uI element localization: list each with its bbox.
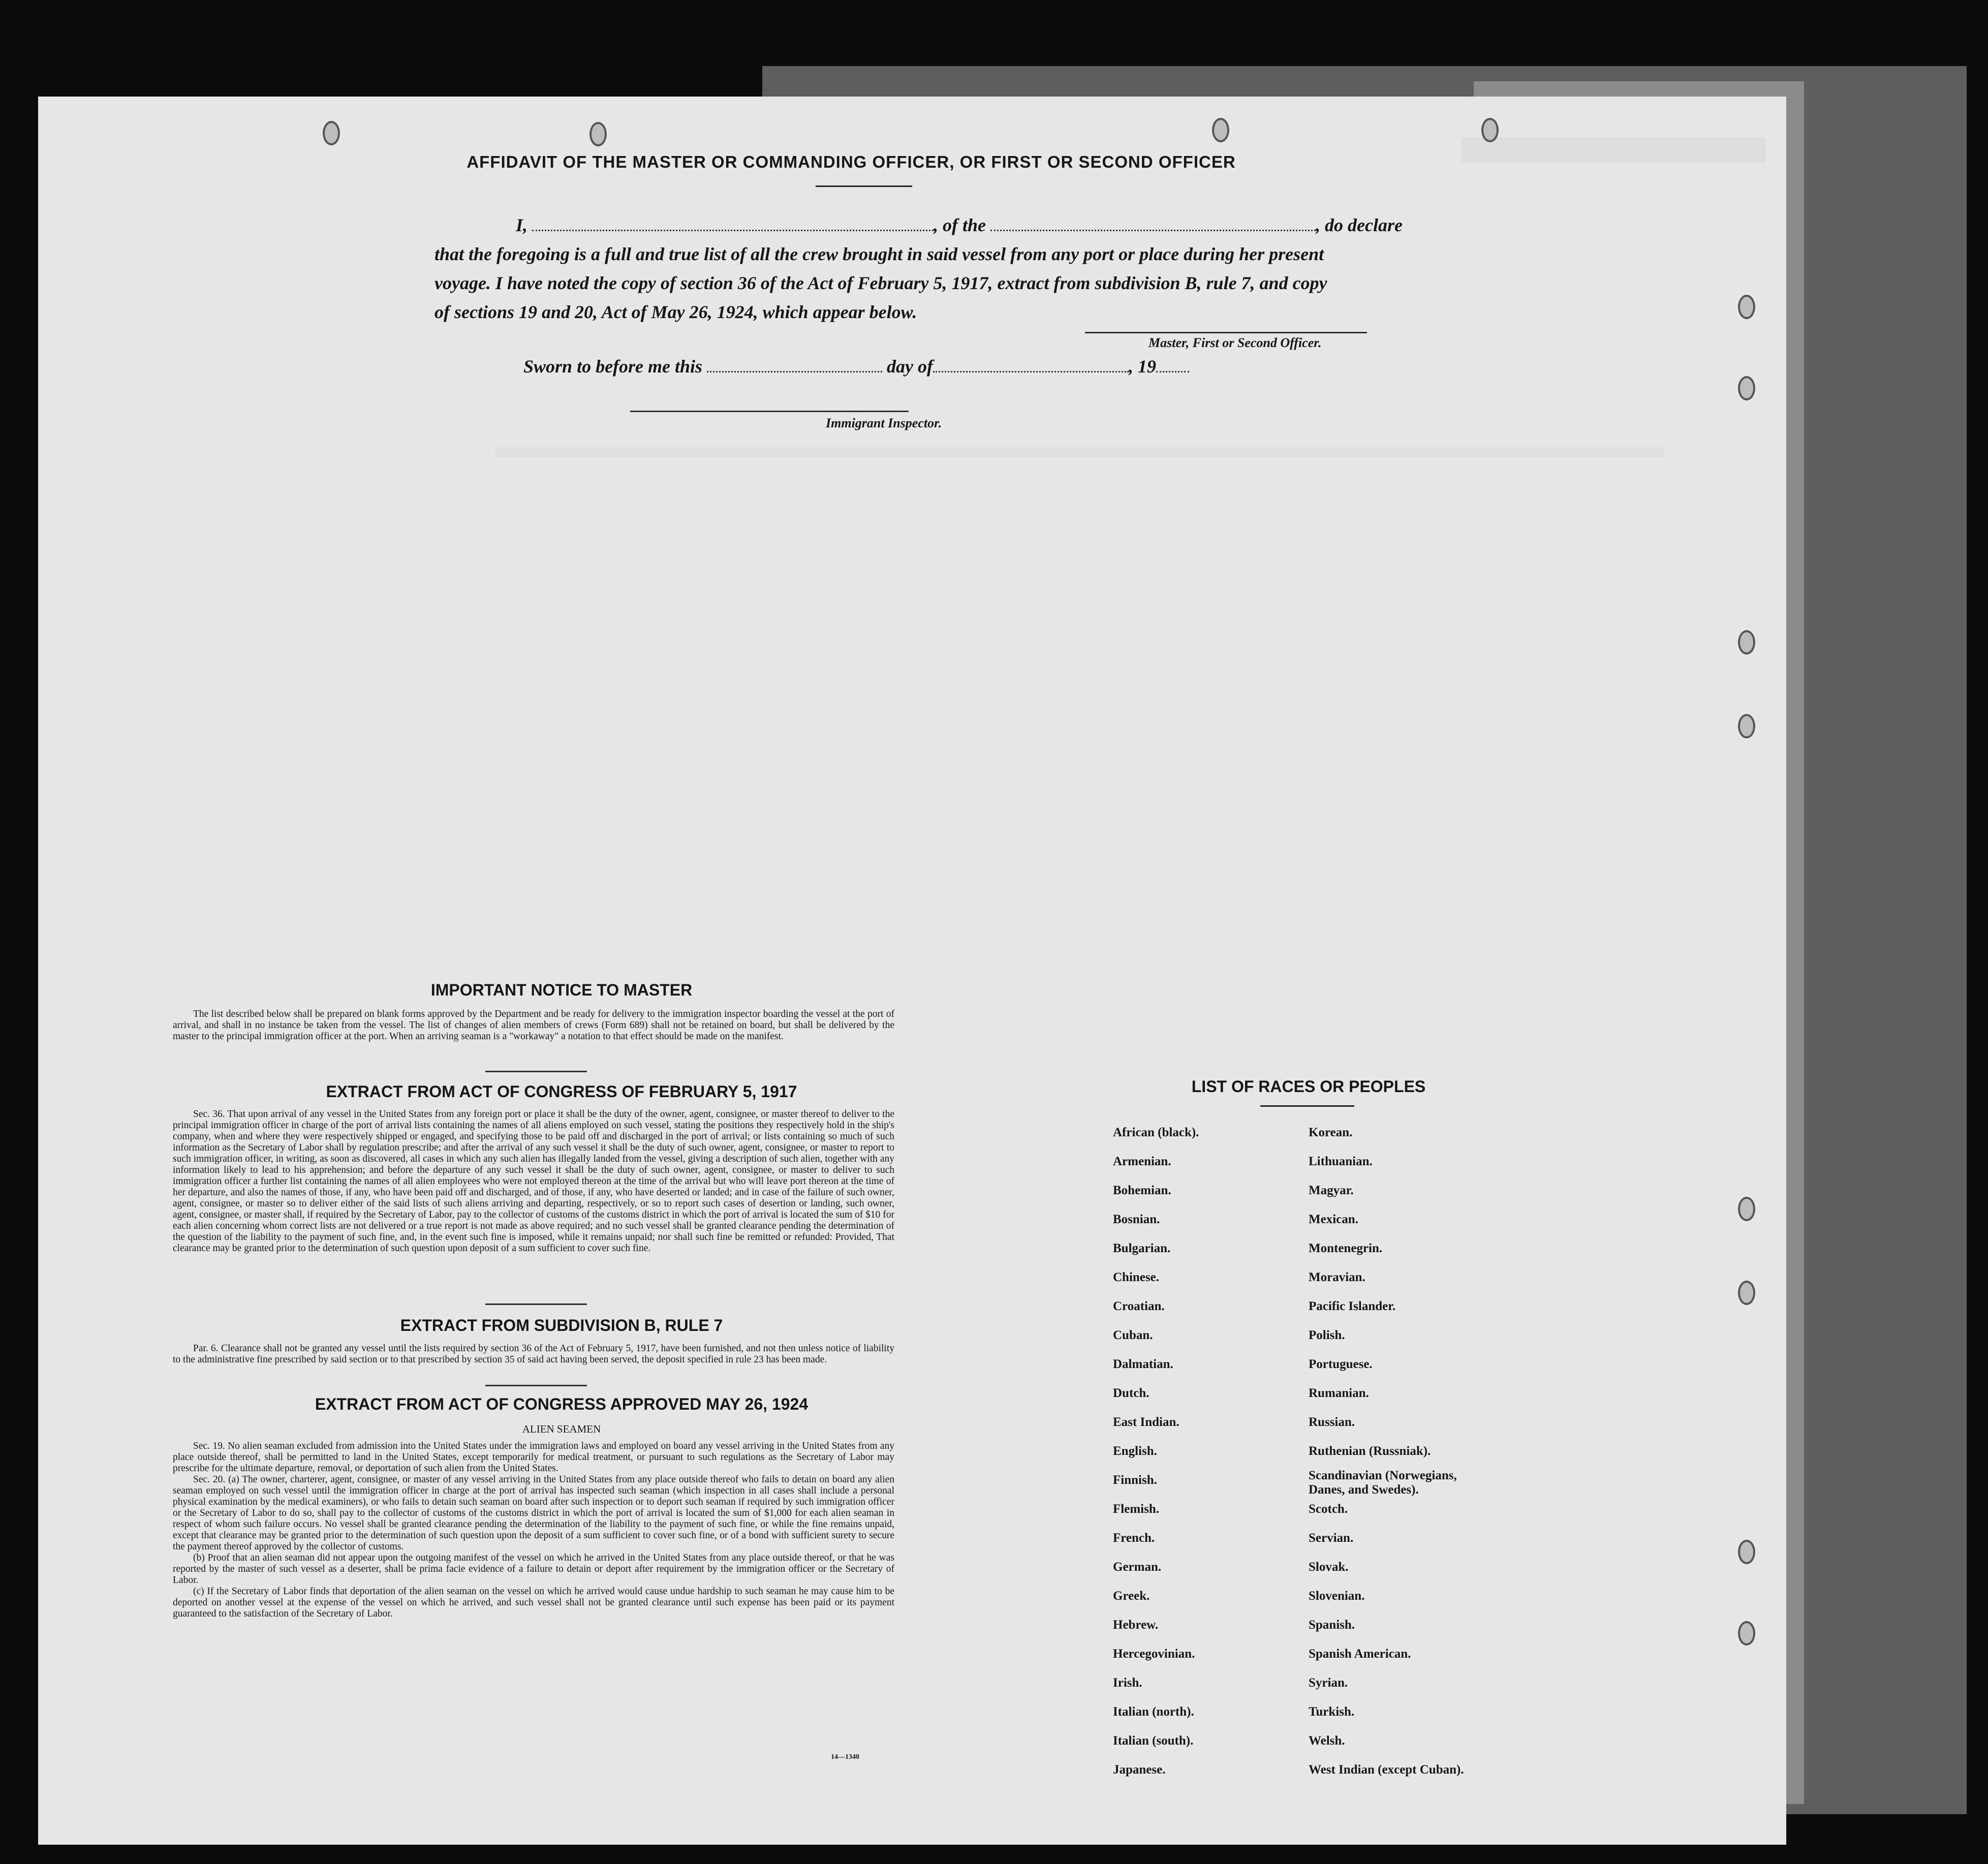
race-item: Scotch.: [1309, 1502, 1348, 1516]
race-item: Armenian.: [1113, 1155, 1171, 1168]
race-item: African (black).: [1113, 1126, 1199, 1139]
race-item: Finnish.: [1113, 1473, 1157, 1487]
extract-1917-title: EXTRACT FROM ACT OF CONGRESS OF FEBRUARY 5, 1917: [326, 1082, 797, 1101]
race-item: Ruthenian (Russniak).: [1309, 1444, 1431, 1458]
race-item: Russian.: [1309, 1415, 1355, 1429]
inspector-signature-line[interactable]: [630, 411, 909, 412]
race-item: Servian.: [1309, 1531, 1354, 1545]
race-item: Flemish.: [1113, 1502, 1159, 1516]
section-36-paragraph: Sec. 36. That upon arrival of any vessel in the United States from any foreign port or place it shall be the duty of the owner, agent, consignee, or master thereof to deliver to the principal immigration officer in charge of the port of arrival lists containing the names of all aliens employed on such vessel, stating the positions they respectively hold in the ship's company, when and where they were respectively shipped or engaged, and specifying those to be paid off and discharged in the port of arrival; or lists containing so much of such information as the Secretary of Labor shall by regulation prescribe; and after the arrival of any such vessel it shall be the duty of such owner, agent, consignee, or master to report to such immigration officer, in writing, as soon as discovered, all cases in which any such alien has illegally landed from the vessel, giving a description of such alien, together with any information likely to lead to his apprehension; and before the departure of any such vessel it shall be the duty of such owner, agent, consignee, or master to deliver to such immigration officer a further list containing the names of all alien employees who were not employed thereon at the time of the arrival but who will leave port thereon at the time of her departure, and also the names of those, if any, who have been paid off and discharged, and of those, if any, who have deserted or landed; and in case of the failure of such owner, agent, consignee, or master so to deliver either of the said lists of such aliens arriving and departing, respectively, or so to report such cases of desertion or landing, such owner, agent, consignee, or master shall, if required by the Secretary of Labor, pay to the collector of customs of the customs district in which the port of arrival is located the sum of $10 for each alien concerning whom correct lists are not delivered or a true report is not made as above required; and no such vessel shall be granted clearance pending the determination of the question of the liability to the payment of such fine, and, in the event such fine is imposed, while it remains unpaid; nor shall such fine be remitted or refunded: Provided, That clearance may be granted prior to the determination of such question upon deposit of a sum sufficient to cover such fine.: [173, 1109, 894, 1254]
punch-hole: [1738, 1281, 1755, 1305]
notice-rule: [485, 1071, 587, 1072]
declarant-name-field[interactable]: [532, 230, 934, 231]
extract-1924-text: [173, 1441, 894, 1620]
race-item: Mexican.: [1309, 1213, 1358, 1226]
race-item: Italian (south).: [1113, 1734, 1194, 1748]
race-item: West Indian (except Cuban).: [1309, 1763, 1464, 1777]
declare-suffix: , do declare: [1316, 215, 1403, 235]
race-item: Japanese.: [1113, 1763, 1166, 1777]
master-signature-line[interactable]: [1085, 332, 1367, 333]
sworn-row: [523, 356, 1189, 377]
race-item: Polish.: [1309, 1328, 1345, 1342]
races-title-rule: [1260, 1105, 1354, 1107]
declarant-prefix: I,: [516, 215, 528, 235]
inspector-signature-label: Immigrant Inspector.: [826, 416, 942, 430]
race-item: Portuguese.: [1309, 1357, 1373, 1371]
race-item: East Indian.: [1113, 1415, 1179, 1429]
race-item: French.: [1113, 1531, 1155, 1545]
race-item: German.: [1113, 1560, 1162, 1574]
punch-hole: [323, 121, 340, 145]
section-20a-paragraph: Sec. 20. (a) The owner, charterer, agent, consignee, or master of any vessel arriving in the United States from any place outside thereof who fails to detain on board any alien seaman employed on such vessel until the immigration officer in charge at the port of arrival has inspected such seaman (which inspection in all cases shall include a personal physical examination by the medical examiners), or who fails to detain such seaman on board after such inspection or to deport such seaman if required by such immigration officer or the Secretary of Labor to do so, shall pay to the collector of customs of the customs district in which the port of arrival is located the sum of $1,000 for each alien seaman in respect of whom such failure occurs. No vessel shall be granted clearance pending the determination of the liability to the payment of such fine, or while the fine remains unpaid, except that clearance may be granted prior to the determination of such question upon the deposit of a sum sufficient to cover such fine, or of a bond with sufficient surety to secure the payment thereof approved by the collector of customs.: [173, 1474, 894, 1552]
race-item: Magyar.: [1309, 1184, 1354, 1197]
sworn-day-field[interactable]: [707, 371, 882, 372]
punch-hole: [1738, 1197, 1755, 1221]
races-title: LIST OF RACES OR PEOPLES: [1191, 1077, 1426, 1096]
race-item: Scandinavian (Norwegians, Danes, and Swedes).: [1309, 1469, 1457, 1497]
sworn-year-prefix: , 19: [1129, 356, 1157, 377]
punch-hole: [1738, 630, 1755, 655]
race-item: Dutch.: [1113, 1386, 1150, 1400]
race-item: Rumanian.: [1309, 1386, 1369, 1400]
punch-hole: [1738, 1540, 1755, 1564]
race-item: Croatian.: [1113, 1299, 1165, 1313]
extract-1917-text: [173, 1109, 894, 1254]
rule-7-text: [173, 1343, 894, 1365]
race-item: Lithuanian.: [1309, 1155, 1373, 1168]
title-rule: [816, 185, 912, 187]
punch-hole: [1481, 118, 1499, 142]
race-item: Slovenian.: [1309, 1589, 1365, 1603]
affidavit-line-3: voyage. I have noted the copy of section 36 of the Act of February 5, 1917, extract from subdivision B, rule 7, and copy: [434, 273, 1327, 293]
race-item: Korean.: [1309, 1126, 1353, 1139]
section-20c-paragraph: (c) If the Secretary of Labor finds that deportation of the alien seaman on the vessel on which he arrived would cause undue hardship to such seaman he may cause him to be deported on another vessel at the expense of the vessel on which he arrived, and such vessel shall not be granted clearance until such expense has been paid or its payment guaranteed to the satisfaction of the Secretary of Labor.: [173, 1586, 894, 1619]
race-item: Italian (north).: [1113, 1705, 1194, 1719]
race-item: Bosnian.: [1113, 1213, 1160, 1226]
notice-text: [173, 1009, 894, 1042]
punch-hole: [1738, 295, 1755, 319]
race-item: Spanish American.: [1309, 1647, 1411, 1661]
race-item: Montenegrin.: [1309, 1241, 1383, 1255]
bleed-through-row: [495, 447, 1664, 457]
rule-7-paragraph: Par. 6. Clearance shall not be granted any vessel until the lists required by section 36 of the Act of February 5, 1917, have been furnished, and not then unless notice of liability to the administrative fine prescribed by said section or to that prescribed by section 35 of said act having been served, the deposit specified in rule 23 has been made.: [173, 1343, 894, 1365]
affidavit-line-1: [434, 211, 1446, 240]
races-list-left: [1113, 1118, 1199, 1784]
race-item: Pacific Islander.: [1309, 1299, 1396, 1313]
race-item: English.: [1113, 1444, 1157, 1458]
affidavit-title: AFFIDAVIT OF THE MASTER OR COMMANDING OFFICER, OR FIRST OR SECOND OFFICER: [467, 152, 1236, 171]
document-page: [38, 97, 1786, 1845]
punch-hole: [1738, 1621, 1755, 1645]
sworn-prefix: Sworn to before me this: [523, 356, 703, 377]
race-item: Chinese.: [1113, 1270, 1159, 1284]
race-item: Hebrew.: [1113, 1618, 1159, 1632]
vessel-name-field[interactable]: [990, 230, 1316, 231]
vessel-prefix: , of the: [934, 215, 986, 235]
notice-paragraph: The list described below shall be prepared on blank forms approved by the Department and be ready for delivery to the immigration inspector boarding the vessel at the port of arrival, and shall in no instance be taken from the vessel. The list of changes of alien members of crews (Form 689) shall not be retained on board, but shall be delivered by the master to the principal immigration officer at the port. When an arriving seaman is a "workaway" a notation to that effect should be made on the manifest.: [173, 1009, 894, 1042]
sworn-month-prefix: day of: [887, 356, 934, 377]
punch-hole: [1738, 376, 1755, 400]
form-number: 14—1340: [831, 1753, 859, 1761]
punch-hole: [589, 122, 607, 146]
sworn-year-field[interactable]: [1156, 371, 1189, 372]
race-item: Bulgarian.: [1113, 1241, 1171, 1255]
race-item: Turkish.: [1309, 1705, 1355, 1719]
race-item: Irish.: [1113, 1676, 1142, 1690]
section-19-paragraph: Sec. 19. No alien seaman excluded from admission into the United States under the immigration laws and employed on board any vessel arriving in the United States from any place outside thereof, shall be permitted to land in the United States, except temporarily for medical treatment, or pursuant to such regulations as the Secretary of Labor may prescribe for the ultimate departure, removal, or deportation of such alien from the United States.: [173, 1441, 894, 1474]
race-item: Slovak.: [1309, 1560, 1349, 1574]
race-item: Hercegovinian.: [1113, 1647, 1195, 1661]
notice-title: IMPORTANT NOTICE TO MASTER: [430, 981, 693, 999]
race-item: Welsh.: [1309, 1734, 1345, 1748]
punch-hole: [1212, 118, 1229, 142]
affidavit-line-2: that the foregoing is a full and true list of all the crew brought in said vessel from any port or place during her present: [434, 244, 1324, 264]
race-item: Moravian.: [1309, 1270, 1365, 1284]
race-item: Dalmatian.: [1113, 1357, 1173, 1371]
punch-hole: [1738, 714, 1755, 738]
extract-1924-title: EXTRACT FROM ACT OF CONGRESS APPROVED MAY 26, 1924: [315, 1395, 809, 1413]
affidavit-line-4: of sections 19 and 20, Act of May 26, 1924, which appear below.: [434, 302, 917, 322]
extract-1917-rule: [485, 1303, 587, 1305]
alien-seamen-subtitle: ALIEN SEAMEN: [522, 1423, 601, 1435]
sworn-month-field[interactable]: [933, 371, 1129, 372]
affidavit-body: [434, 211, 1446, 327]
section-20b-paragraph: (b) Proof that an alien seaman did not appear upon the outgoing manifest of the vessel on which he arrived in the United States from any place outside thereof, or that he was reported by the master of such vessel as a deserter, shall be prima facie evidence of a failure to detain or deport after requirement by the immigration officer or the Secretary of Labor.: [173, 1552, 894, 1586]
race-item: Syrian.: [1309, 1676, 1348, 1690]
race-item: Bohemian.: [1113, 1184, 1171, 1197]
race-item: Cuban.: [1113, 1328, 1153, 1342]
bleed-through-heading: [1461, 137, 1766, 163]
rule-7-title: EXTRACT FROM SUBDIVISION B, RULE 7: [400, 1316, 723, 1334]
master-signature-label: Master, First or Second Officer.: [1148, 335, 1322, 350]
rule-7-rule: [485, 1385, 587, 1386]
race-item: Greek.: [1113, 1589, 1150, 1603]
races-list-right: [1309, 1118, 1476, 1784]
race-item: Spanish.: [1309, 1618, 1355, 1632]
